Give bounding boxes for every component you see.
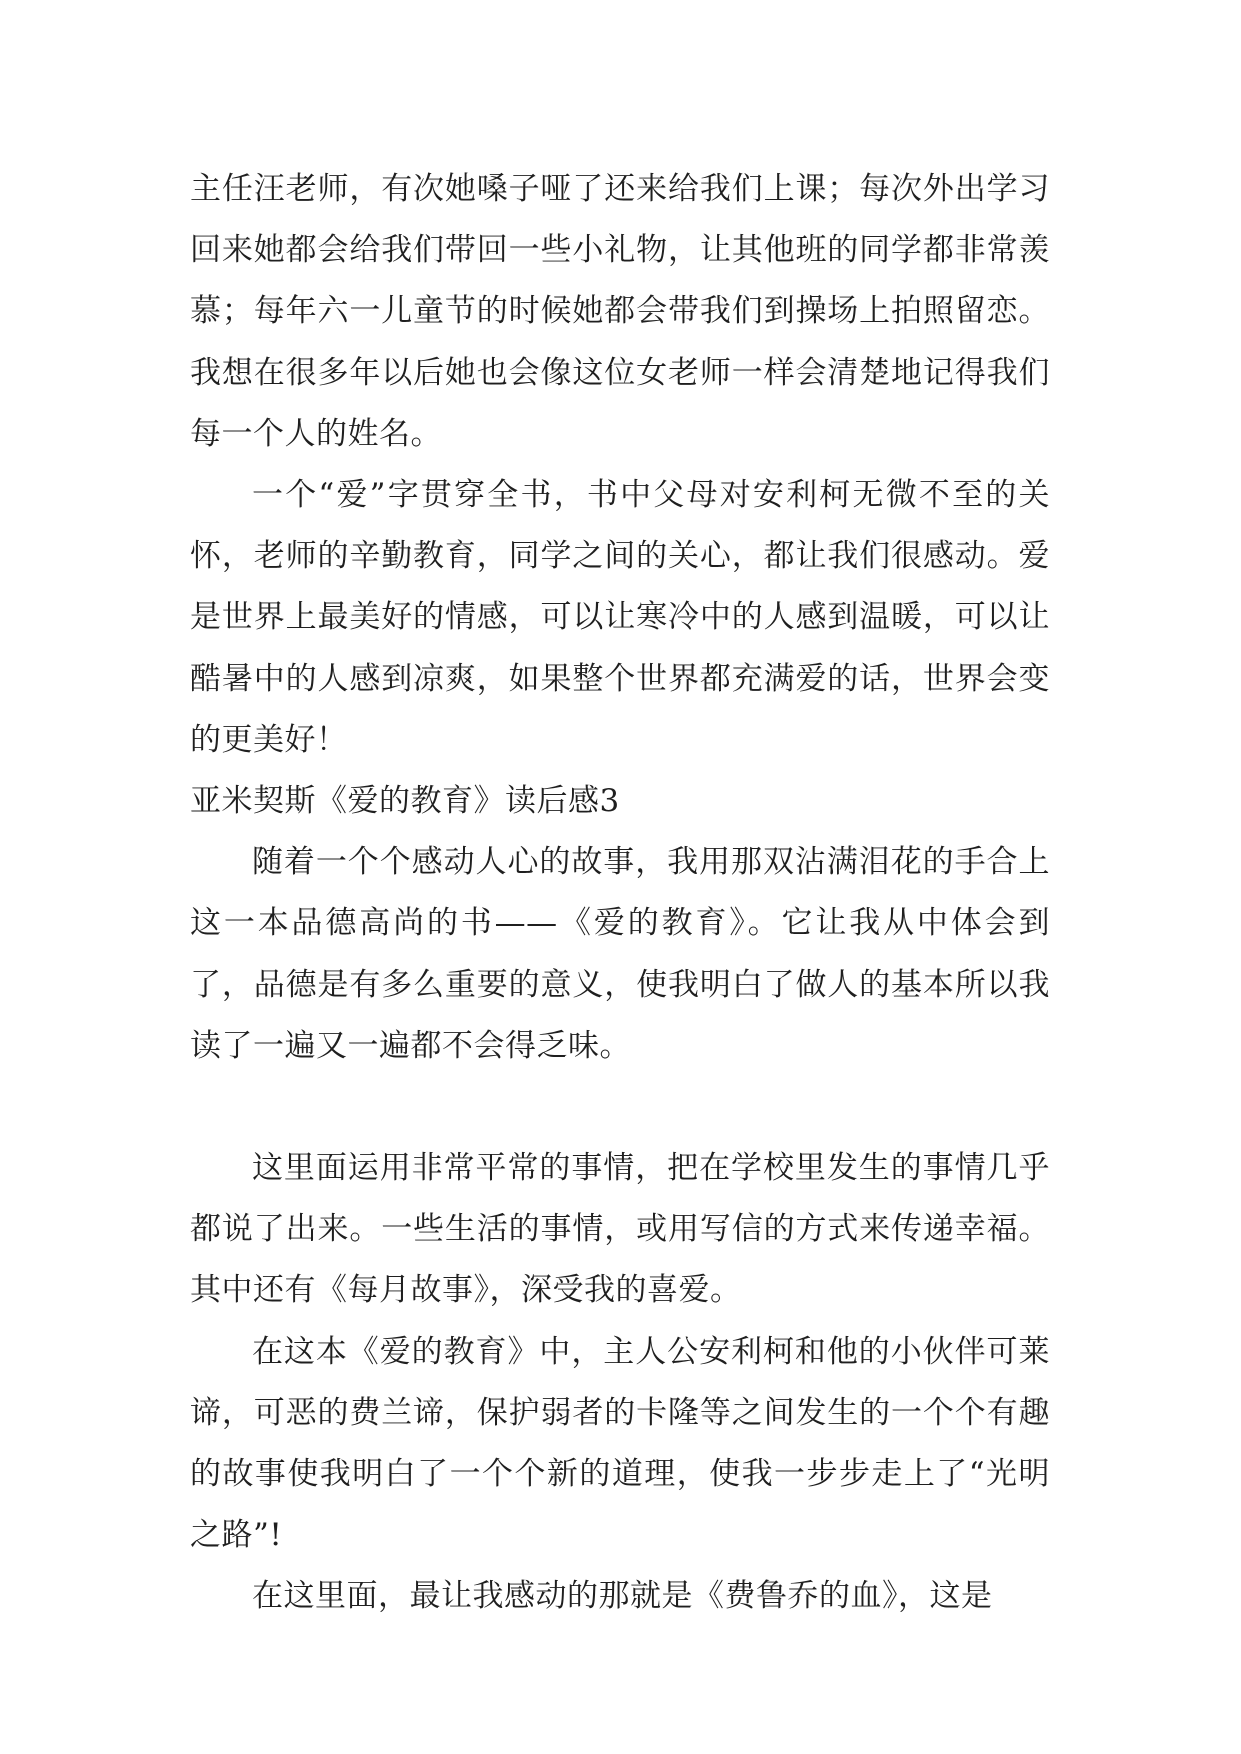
paragraph-characters: 在这本《爱的教育》中，主人公安利柯和他的小伙伴可莱谛，可恶的费兰谛，保护弱者的卡隆等之间发生的一个个有趣的故事使我明白了一个个新的道理，使我一步步走上了“光明之路”!: [190, 1333, 1050, 1554]
paragraph-spacer: [190, 1077, 1050, 1138]
document-body: [190, 159, 1050, 1628]
paragraph-moving-stories: 随着一个个感动人心的故事，我用那双沾满泪花的手合上这一本品德高尚的书——《爱的教育》。它让我从中体会到了，品德是有多么重要的意义，使我明白了做人的基本所以我读了一遍又一遍都不会得乏味。: [190, 844, 1050, 1064]
paragraph-love-theme: 一个“爱”字贯穿全书，书中父母对安利柯无微不至的关怀，老师的辛勤教育，同学之间的关心，都让我们很感动。爱是世界上最美好的情感，可以让寒冷中的人感到温暖，可以让酷暑中的人感到凉爽，如果整个世界都充满爱的话，世界会变的更美好！: [190, 477, 1050, 758]
paragraph-teacher-memory: 主任汪老师，有次她嗓子哑了还来给我们上课；每次外出学习回来她都会给我们带回一些小礼物，让其他班的同学都非常羡慕；每年六一儿童节的时候她都会带我们到操场上拍照留恋。我想在很多年以后她也会像这位女老师一样会清楚地记得我们每一个人的姓名。: [190, 171, 1050, 452]
paragraph-most-moving: 在这里面，最让我感动的那就是《费鲁乔的血》，这是: [252, 1578, 993, 1615]
section-heading: 亚米契斯《爱的教育》读后感3: [190, 783, 620, 820]
paragraph-ordinary-events: 这里面运用非常平常的事情，把在学校里发生的事情几乎都说了出来。一些生活的事情，或用写信的方式来传递幸福。其中还有《每月故事》，深受我的喜爱。: [190, 1150, 1050, 1309]
